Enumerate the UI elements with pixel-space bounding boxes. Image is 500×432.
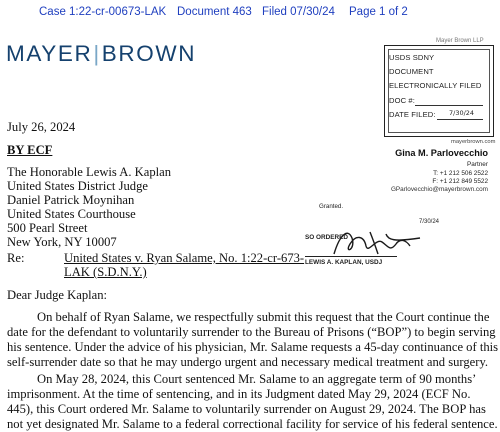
logo-brown: BROWN bbox=[101, 41, 197, 66]
addressee-line-5: 500 Pearl Street bbox=[7, 221, 88, 235]
endorsement-granted: Granted. bbox=[319, 203, 344, 210]
re-case-line-2: LAK (S.D.N.Y.) bbox=[64, 265, 147, 279]
firm-name-top: Mayer Brown LLP bbox=[436, 38, 484, 44]
stamp-electronically-filed: ELECTRONICALLY FILED bbox=[389, 81, 482, 90]
logo-separator: | bbox=[93, 41, 101, 66]
stamp-date-rule bbox=[437, 119, 483, 120]
body-paragraph-2: On May 28, 2024, this Court sentenced Mr. Salame to an aggregate term of 90 months’ imprisonment. At the time of sentencing, and in its Judgment dated May 29, 2024 (ECF No. 445), this Court ordered Mr. Salame to voluntarily surrender on August 29, 2024. The BOP has not yet designated Mr. Salame to a federal correctional facility for service of his federal sentence. bbox=[7, 372, 498, 431]
endorsement-signature-rule bbox=[305, 256, 397, 257]
sender-email: GParlovecchio@mayerbrown.com bbox=[390, 186, 488, 193]
judge-signature bbox=[330, 224, 430, 260]
stamp-doc-rule bbox=[415, 105, 483, 106]
addressee-line-6: New York, NY 10007 bbox=[7, 235, 117, 249]
sender-name: Gina M. Parlovecchio bbox=[395, 148, 488, 158]
ecf-filed-date: Filed 07/30/24 bbox=[262, 6, 335, 18]
mayer-brown-logo bbox=[6, 41, 196, 67]
sender-fax: F: +1 212 849 5522 bbox=[432, 178, 488, 185]
ecf-case-number: Case 1:22-cr-00673-LAK bbox=[39, 6, 167, 18]
addressee-line-3: Daniel Patrick Moynihan bbox=[7, 193, 135, 207]
stamp-doc-number: DOC #: bbox=[389, 96, 415, 105]
addressee-line-1: The Honorable Lewis A. Kaplan bbox=[7, 165, 172, 179]
stamp-usds-sdny: USDS SDNY bbox=[389, 53, 435, 62]
salutation: Dear Judge Kaplan: bbox=[7, 288, 108, 302]
endorsement-signer: LEWIS A. KAPLAN, USDJ bbox=[305, 259, 383, 266]
re-label: Re: bbox=[7, 251, 25, 265]
re-case-line-1: United States v. Ryan Salame, No. 1:22-cr-673- bbox=[64, 251, 305, 265]
endorsement-date: 7/30/24 bbox=[419, 219, 440, 225]
stamp-date-value: 7/30/24 bbox=[449, 109, 475, 117]
ecf-page-count: Page 1 of 2 bbox=[349, 6, 408, 18]
addressee-line-4: United States Courthouse bbox=[7, 207, 136, 221]
sdny-filing-stamp bbox=[384, 45, 494, 137]
endorsement-so-ordered: SO ORDERED bbox=[305, 234, 348, 241]
stamp-document: DOCUMENT bbox=[389, 67, 434, 76]
firm-website: mayerbrown.com bbox=[451, 139, 496, 145]
logo-mayer: MAYER bbox=[6, 41, 93, 66]
delivery-method: BY ECF bbox=[7, 143, 53, 157]
sender-title: Partner bbox=[467, 161, 488, 168]
addressee-line-2: United States District Judge bbox=[7, 179, 148, 193]
ecf-document-number: Document 463 bbox=[177, 6, 252, 18]
body-paragraph-1: On behalf of Ryan Salame, we respectfully submit this request that the Court continue the date for the defendant to voluntarily surrender to the Bureau of Prisons (“BOP”) to begin serving his sentence. Under the advice of his physician, Mr. Salame requests a 45-day continuance of this self-surrender date so that he may undergo urgent and necessary medical treatment and surgery. bbox=[7, 310, 499, 369]
stamp-date-filed: DATE FILED: bbox=[389, 110, 436, 119]
sender-phone: T: +1 212 506 2522 bbox=[433, 170, 488, 177]
letter-date: July 26, 2024 bbox=[7, 120, 76, 134]
